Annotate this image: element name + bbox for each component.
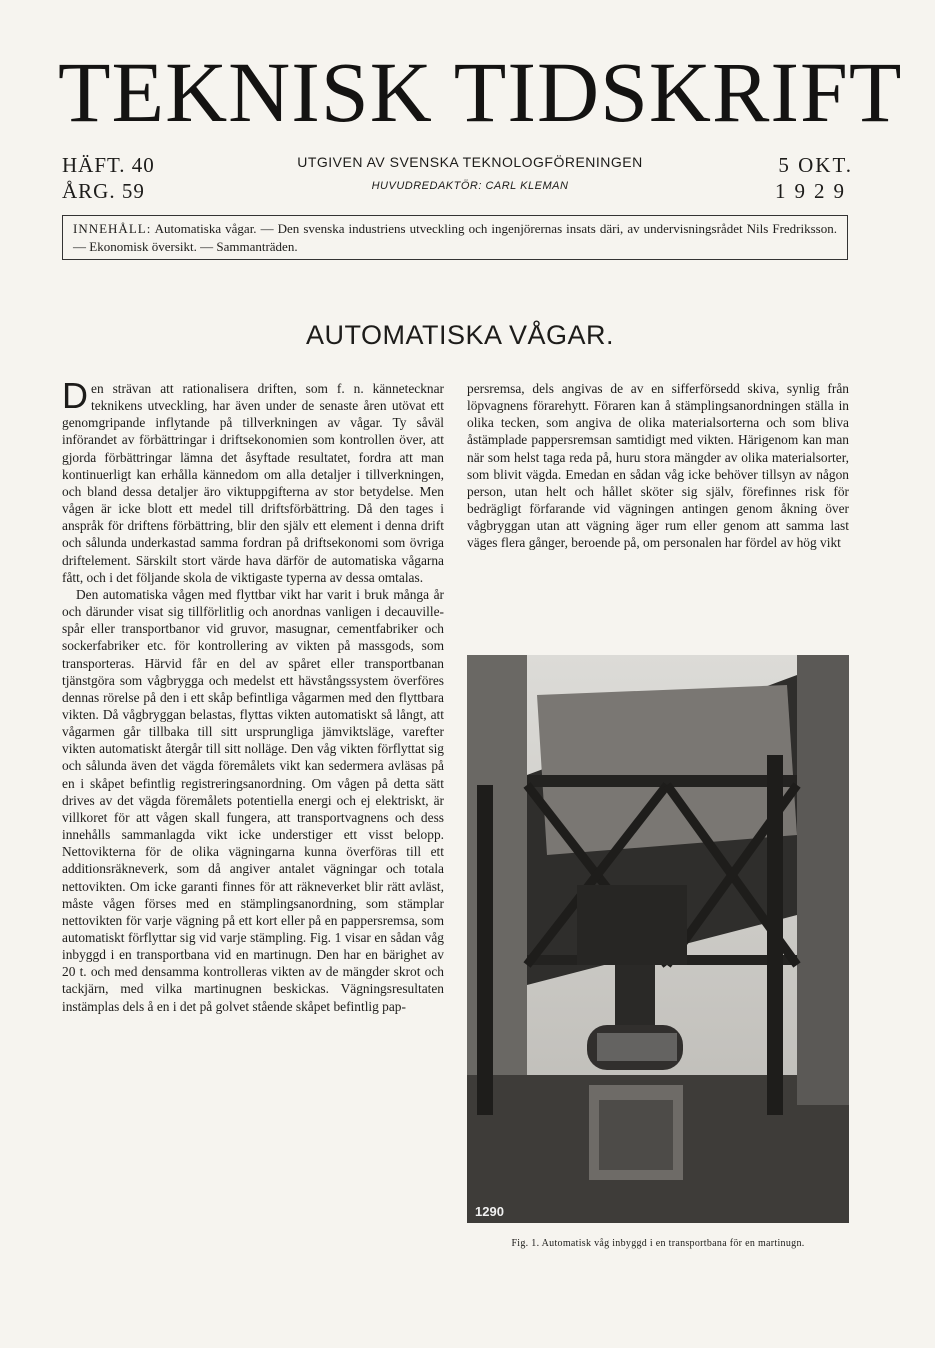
issue-info (62, 152, 155, 204)
contents-box (62, 215, 848, 260)
volume-number: ÅRG. 59 (62, 179, 145, 203)
paragraph-1 (62, 375, 444, 586)
issue-year: 1929 (775, 179, 853, 203)
right-column (467, 380, 849, 552)
editor: HUVUDREDAKTÖR: CARL KLEMAN (371, 180, 569, 192)
left-column (62, 375, 444, 1015)
figure-caption: Fig. 1. Automatisk våg inbyggd i en transportbana för en martinugn. (511, 1238, 805, 1249)
issue-date: 5 OKT. (778, 153, 853, 177)
publisher: UTGIVEN AV SVENSKA TEKNOLOGFÖRENINGEN (297, 154, 643, 170)
issue-number: HÄFT. 40 (62, 153, 155, 177)
weighing-machine-illustration (467, 655, 849, 1223)
masthead: TEKNISK TIDSKRIFT (58, 44, 903, 140)
paragraph-1-text: en strävan att rationalisera driften, som f. n. kännetecknar teknikens utveckling, har även under de senaste åren utövat ett genomgripande inflytande på tillverkningen av vågar. Ty såväl införandet av förbättringar i driftsekonomien som kontrollen över, att gjorda förbättringar lämna det åsyftade resultatet, fordra att man kontinuerligt kan erhålla kännedom om alla detaljer i tillverkningen, och bland dessa detaljer äro viktuppgifterna av stor betydelse. Men vågen är icke blott ett medel till driftsförbättring. Då den tages i anspråk för driftens förbättring, blir den själv ett element i denna drift och sålunda underkastad samma fordran på driftsekonomi som övriga driftelement. Särskilt stort värde hava därför de automatiska vågarna fått, och i det följande skola de viktigaste typerna av dessa omtalas. (62, 381, 444, 585)
figure-photo (467, 655, 849, 1223)
contents-text: Automatiska vågar. — Den svenska industriens utveckling och ingenjörernas insats däri, av undervisningsrådet Nils Fredriksson. — Ekonomisk översikt. — Sammanträden. (73, 221, 837, 254)
paragraph-2: Den automatiska vågen med flyttbar vikt har varit i bruk många år och därunder visat sig tillförlitlig och anordnas vanligen i decauville-spår eller transportbanor vid gruvor, masugnar, cementfabriker och sockerfabriker etc. för kontrollering av vikten på massgods, som transporteras. Härvid får en del av spåret eller transportbanan tjänstgöra som vågbrygga och medelst ett hävstångssystem överföres dennas rörelse på den i ett skåp befintliga vågarmen med den flyttbara vikten. Då vågbryggan belastas, flyttas vikten automatiskt så långt, att vågarmen går tillbaka till sitt ursprungliga jämviktsläge, varefter vikten automatiskt återgår till sitt nolläge. Den våg vikten förflyttat sig och sålunda även det vägda föremålets vikt kan sedermera avläsas på en i skåpet befintlig registreringsanordning. Om vågen på detta sätt drives av det vägda föremålets potentiella energi och ej elektriskt, är villkoret för att vågen skall fungera, att transportvagnens och dess innehålls sammanlagda vikt icke understiger ett visst belopp. Nettovikterna för de olika vägningarna kunna överföras till ett additionsräkneverk, som då angiver antalet vägningar och totala nettovikten. Om icke garanti finnes för att räkneverket blir rätt avläst, måste vågen förses med en stämplingsanordning, som stämplar nettovikten för varje vägning på ett kort eller på en pappersremsa, som automatiskt förflyttar sig vid varje stämpling. Fig. 1 visar en sådan våg inbyggd i en transportbana vid en martinugn. Den har en bärighet av 20 t. och med densamma kontrolleras vikten av de mängder skrot och tackjärn, med vilka martinugnen beskickas. Vägningsresultaten instämplas dels å en i det på golvet stående skåpet befintlig pap- (62, 586, 444, 1014)
date-block (775, 152, 853, 204)
dropcap: D (62, 375, 88, 416)
paragraph-3: persremsa, dels angivas de av en sifferförsedd skiva, synlig från löpvagnens förarehytt. Föraren kan å stämplingsanordningen ställa in olika tecken, som angiva de olika materialsorterna och som bliva åstämplade pappersremsan samtidigt med vikten. Härigenom kan man när som helst taga reda på, huru stora mängder av olika materialsorter, som blivit vägda. Emedan en sådan våg icke behöver tillsyn av någon person, utan helt och hållet sköter sig själv, förefinnes risk för bedrägligt förfarande vid vägningen antingen genom åkning över vågbryggan utan att vägning äger rum eller genom att samma last väges flera gånger, beroende på, om personalen har fördel av hög vikt (467, 381, 849, 551)
contents-label: INNEHÅLL: (73, 221, 152, 236)
publisher-block (200, 154, 740, 192)
photo-number: 1290 (475, 1204, 504, 1219)
article-title: AUTOMATISKA VÅGAR. (305, 320, 615, 350)
